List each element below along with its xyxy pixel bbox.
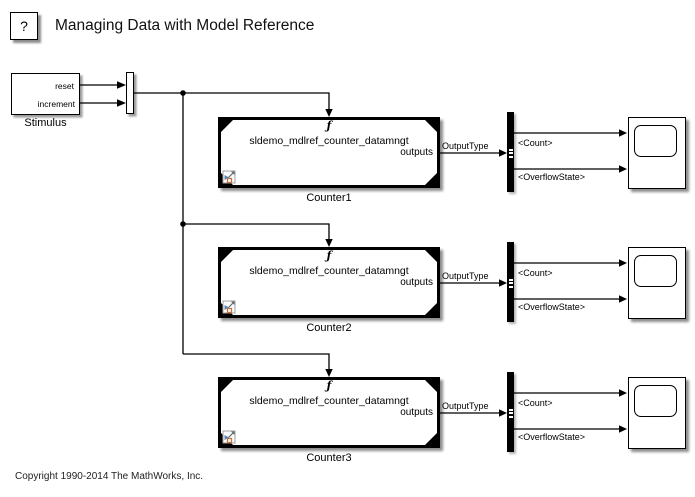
block-name-counter3: Counter3 (306, 452, 352, 464)
model-reference-block-counter2[interactable] (218, 247, 440, 318)
bus-port-icon (509, 282, 513, 284)
referenced-model-name: sldemo_mdlref_counter_datamngt (249, 395, 409, 407)
output-port-label: outputs (400, 277, 433, 288)
bus-port-icon (509, 152, 513, 154)
signal-label-overflowstate: <OverflowState> (518, 432, 586, 442)
bus-creator-block[interactable] (126, 72, 134, 114)
function-trigger-icon: ƒ (326, 249, 332, 262)
model-title: Managing Data with Model Reference (55, 17, 315, 34)
model-reference-badge-icon (222, 169, 238, 184)
scope-block[interactable] (628, 117, 686, 189)
scope-screen-icon (634, 125, 677, 157)
signal-label-outputtype: OutputType (442, 141, 489, 151)
copyright-text: Copyright 1990-2014 The MathWorks, Inc. (15, 471, 204, 482)
stimulus-port-increment: increment (37, 99, 75, 109)
referenced-model-name: sldemo_mdlref_counter_datamngt (249, 135, 409, 147)
model-reference-block-counter1[interactable] (218, 117, 440, 188)
signal-label-count: <Count> (518, 138, 553, 148)
bus-port-icon (509, 286, 513, 288)
signal-label-count: <Count> (518, 398, 553, 408)
bus-selector-block[interactable] (507, 372, 514, 452)
scope-screen-icon (634, 255, 677, 287)
model-reference-block-counter3[interactable] (218, 377, 440, 448)
model-reference-badge-icon (222, 299, 238, 314)
bus-selector-block[interactable] (507, 242, 514, 322)
help-button[interactable]: ? (10, 12, 38, 40)
bus-port-icon (509, 416, 513, 418)
scope-block[interactable] (628, 247, 686, 319)
bus-port-icon (509, 409, 513, 411)
bus-selector-block[interactable] (507, 112, 514, 192)
signal-label-overflowstate: <OverflowState> (518, 172, 586, 182)
stimulus-block[interactable] (11, 73, 80, 115)
signal-label-outputtype: OutputType (442, 271, 489, 281)
bus-port-icon (509, 149, 513, 151)
block-name-counter1: Counter1 (306, 192, 352, 204)
function-trigger-icon: ƒ (326, 119, 332, 132)
signal-label-overflowstate: <OverflowState> (518, 302, 586, 312)
signal-label-count: <Count> (518, 268, 553, 278)
signal-label-outputtype: OutputType (442, 401, 489, 411)
model-reference-badge-icon (222, 429, 238, 444)
stimulus-port-reset: reset (55, 81, 74, 91)
bus-port-icon (509, 156, 513, 158)
block-name-counter2: Counter2 (306, 322, 352, 334)
bus-port-icon (509, 412, 513, 414)
bus-port-icon (509, 279, 513, 281)
stimulus-label: Stimulus (24, 117, 67, 129)
output-port-label: outputs (400, 407, 433, 418)
scope-block[interactable] (628, 377, 686, 449)
referenced-model-name: sldemo_mdlref_counter_datamngt (249, 265, 409, 277)
output-port-label: outputs (400, 147, 433, 158)
scope-screen-icon (634, 385, 677, 417)
function-trigger-icon: ƒ (326, 379, 332, 392)
